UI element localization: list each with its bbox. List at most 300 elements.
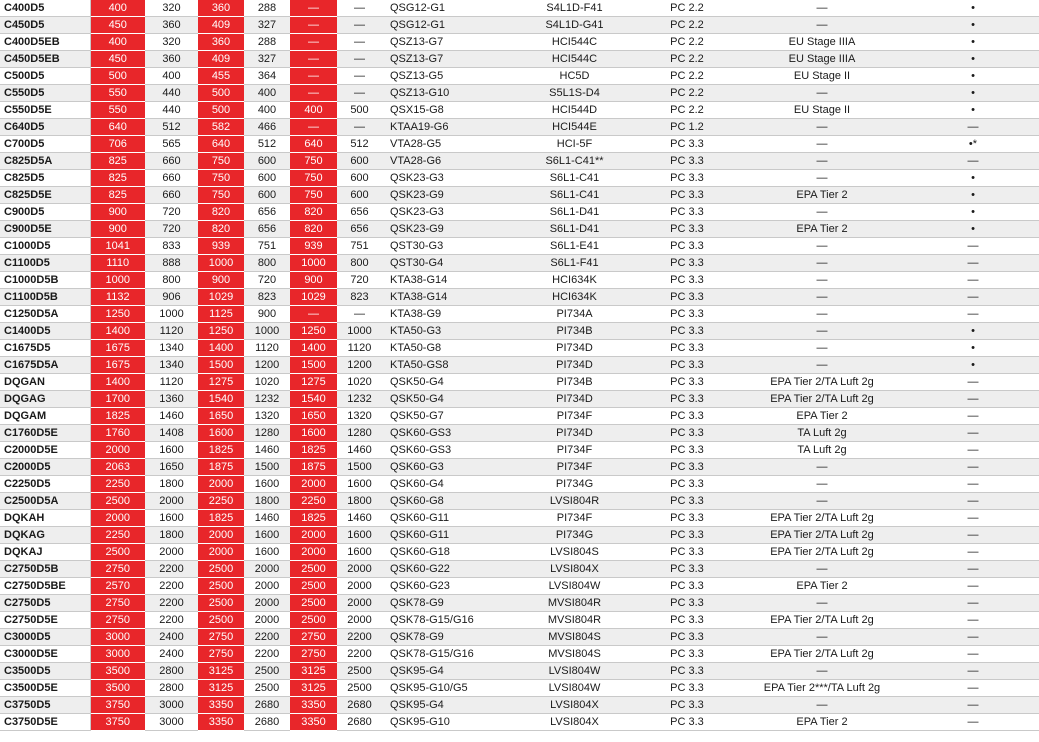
cell-standby-kva: 500 [90, 68, 145, 85]
cell-continuous-kva: 820 [290, 204, 337, 221]
cell-continuous-kwe: — [337, 306, 382, 323]
cell-engine-model: QSK95-G4 [382, 697, 512, 714]
cell-emissions: — [737, 272, 907, 289]
table-row [0, 170, 1039, 187]
cell-engine-model: VTA28-G5 [382, 136, 512, 153]
cell-standby-kwe: 360 [145, 51, 198, 68]
cell-standby-kwe: 1600 [145, 442, 198, 459]
cell-fuel-consumption: PC 3.3 [637, 476, 737, 493]
cell-alternator-model: PI734B [512, 374, 637, 391]
cell-model: C550D5E [0, 102, 90, 119]
cell-model: C450D5EB [0, 51, 90, 68]
cell-alternator-model: S6L1-F41 [512, 255, 637, 272]
cell-optional: — [907, 255, 1039, 272]
cell-standby-kwe: 2200 [145, 595, 198, 612]
cell-standby-kwe: 2400 [145, 629, 198, 646]
cell-continuous-kva: 939 [290, 238, 337, 255]
cell-standby-kva: 2000 [90, 510, 145, 527]
cell-fuel-consumption: PC 3.3 [637, 544, 737, 561]
cell-continuous-kva: 2000 [290, 476, 337, 493]
cell-continuous-kwe: 1000 [337, 323, 382, 340]
cell-prime-kwe: 900 [244, 306, 290, 323]
cell-fuel-consumption: PC 3.3 [637, 391, 737, 408]
cell-continuous-kva: 1600 [290, 425, 337, 442]
cell-engine-model: QSK23-G3 [382, 170, 512, 187]
cell-prime-kwe: 400 [244, 102, 290, 119]
cell-continuous-kva: 2750 [290, 646, 337, 663]
cell-engine-model: QSK60-G3 [382, 459, 512, 476]
table-row [0, 408, 1039, 425]
cell-optional: • [907, 34, 1039, 51]
cell-emissions: — [737, 85, 907, 102]
cell-prime-kva: 360 [198, 34, 244, 51]
cell-continuous-kva: 1825 [290, 442, 337, 459]
cell-continuous-kva: 1400 [290, 340, 337, 357]
cell-prime-kva: 939 [198, 238, 244, 255]
cell-alternator-model: LVSI804W [512, 578, 637, 595]
table-row [0, 306, 1039, 323]
cell-continuous-kva: 900 [290, 272, 337, 289]
table-row [0, 697, 1039, 714]
cell-continuous-kva: 1000 [290, 255, 337, 272]
cell-standby-kva: 2000 [90, 442, 145, 459]
table-row [0, 68, 1039, 85]
cell-fuel-consumption: PC 3.3 [637, 204, 737, 221]
cell-prime-kwe: 466 [244, 119, 290, 136]
cell-standby-kva: 1675 [90, 357, 145, 374]
cell-optional: — [907, 663, 1039, 680]
cell-optional: — [907, 629, 1039, 646]
cell-optional: • [907, 323, 1039, 340]
cell-optional: • [907, 170, 1039, 187]
cell-standby-kva: 900 [90, 204, 145, 221]
cell-prime-kwe: 823 [244, 289, 290, 306]
cell-optional: — [907, 476, 1039, 493]
cell-prime-kwe: 2000 [244, 612, 290, 629]
table-row [0, 510, 1039, 527]
cell-continuous-kva: — [290, 34, 337, 51]
cell-continuous-kwe: 2500 [337, 663, 382, 680]
cell-model: C2750D5 [0, 595, 90, 612]
cell-continuous-kwe: 2680 [337, 697, 382, 714]
table-row [0, 629, 1039, 646]
cell-prime-kwe: 720 [244, 272, 290, 289]
cell-engine-model: QSK60-G4 [382, 476, 512, 493]
cell-standby-kwe: 2200 [145, 578, 198, 595]
cell-prime-kwe: 288 [244, 0, 290, 17]
cell-standby-kwe: 2800 [145, 680, 198, 697]
cell-fuel-consumption: PC 3.3 [637, 340, 737, 357]
cell-standby-kwe: 1460 [145, 408, 198, 425]
cell-continuous-kwe: 1320 [337, 408, 382, 425]
cell-emissions: — [737, 340, 907, 357]
cell-prime-kwe: 2200 [244, 646, 290, 663]
cell-prime-kva: 500 [198, 102, 244, 119]
cell-model: DQGAN [0, 374, 90, 391]
cell-alternator-model: LVSI804W [512, 680, 637, 697]
cell-prime-kva: 1125 [198, 306, 244, 323]
cell-alternator-model: HCI634K [512, 289, 637, 306]
cell-emissions: — [737, 119, 907, 136]
cell-continuous-kva: — [290, 85, 337, 102]
cell-optional: — [907, 493, 1039, 510]
cell-optional: — [907, 510, 1039, 527]
cell-prime-kwe: 364 [244, 68, 290, 85]
cell-emissions: EPA Tier 2 [737, 714, 907, 731]
cell-emissions: EPA Tier 2 [737, 578, 907, 595]
cell-model: C900D5E [0, 221, 90, 238]
cell-prime-kva: 500 [198, 85, 244, 102]
cell-standby-kva: 1000 [90, 272, 145, 289]
cell-model: C3000D5E [0, 646, 90, 663]
cell-emissions: — [737, 204, 907, 221]
cell-standby-kva: 2250 [90, 527, 145, 544]
cell-prime-kva: 409 [198, 17, 244, 34]
cell-engine-model: QSK78-G15/G16 [382, 612, 512, 629]
cell-continuous-kwe: 1460 [337, 510, 382, 527]
cell-alternator-model: HCI-5F [512, 136, 637, 153]
cell-standby-kwe: 660 [145, 153, 198, 170]
cell-alternator-model: HCI544C [512, 34, 637, 51]
cell-fuel-consumption: PC 3.3 [637, 153, 737, 170]
cell-prime-kwe: 1320 [244, 408, 290, 425]
cell-engine-model: QSK78-G9 [382, 629, 512, 646]
cell-prime-kwe: 288 [244, 34, 290, 51]
cell-standby-kwe: 1000 [145, 306, 198, 323]
table-row [0, 323, 1039, 340]
cell-optional: • [907, 357, 1039, 374]
cell-standby-kwe: 833 [145, 238, 198, 255]
cell-engine-model: VTA28-G6 [382, 153, 512, 170]
cell-optional: • [907, 51, 1039, 68]
cell-standby-kva: 1110 [90, 255, 145, 272]
cell-prime-kwe: 1600 [244, 527, 290, 544]
cell-optional: — [907, 391, 1039, 408]
cell-standby-kwe: 1408 [145, 425, 198, 442]
cell-fuel-consumption: PC 3.3 [637, 238, 737, 255]
cell-alternator-model: MVSI804R [512, 595, 637, 612]
cell-prime-kwe: 1200 [244, 357, 290, 374]
table-row [0, 0, 1039, 17]
cell-continuous-kva: 750 [290, 187, 337, 204]
cell-optional: — [907, 272, 1039, 289]
cell-prime-kwe: 2000 [244, 561, 290, 578]
cell-fuel-consumption: PC 3.3 [637, 510, 737, 527]
cell-standby-kwe: 2800 [145, 663, 198, 680]
cell-engine-model: QSK60-G23 [382, 578, 512, 595]
cell-optional: — [907, 408, 1039, 425]
cell-optional: • [907, 187, 1039, 204]
cell-standby-kwe: 512 [145, 119, 198, 136]
cell-engine-model: QSZ13-G7 [382, 51, 512, 68]
cell-standby-kva: 2750 [90, 595, 145, 612]
table-row [0, 340, 1039, 357]
cell-standby-kva: 706 [90, 136, 145, 153]
cell-standby-kwe: 1360 [145, 391, 198, 408]
cell-continuous-kva: 820 [290, 221, 337, 238]
cell-fuel-consumption: PC 2.2 [637, 102, 737, 119]
cell-continuous-kva: 2000 [290, 527, 337, 544]
cell-optional: — [907, 646, 1039, 663]
cell-model: C1000D5 [0, 238, 90, 255]
cell-model: C2500D5A [0, 493, 90, 510]
cell-engine-model: QSK95-G10 [382, 714, 512, 731]
table-row [0, 578, 1039, 595]
cell-continuous-kwe: 2680 [337, 714, 382, 731]
cell-model: C825D5E [0, 187, 90, 204]
cell-standby-kwe: 720 [145, 204, 198, 221]
cell-standby-kwe: 2200 [145, 612, 198, 629]
cell-continuous-kwe: 600 [337, 170, 382, 187]
cell-engine-model: KTA38-G14 [382, 272, 512, 289]
cell-optional: — [907, 289, 1039, 306]
cell-alternator-model: LVSI804R [512, 493, 637, 510]
cell-fuel-consumption: PC 3.3 [637, 374, 737, 391]
table-row [0, 595, 1039, 612]
cell-alternator-model: HCI544C [512, 51, 637, 68]
cell-continuous-kwe: 720 [337, 272, 382, 289]
table-row [0, 289, 1039, 306]
cell-alternator-model: S4L1D-F41 [512, 0, 637, 17]
cell-fuel-consumption: PC 3.3 [637, 646, 737, 663]
cell-optional: — [907, 578, 1039, 595]
cell-prime-kwe: 1460 [244, 442, 290, 459]
cell-standby-kva: 2500 [90, 544, 145, 561]
cell-prime-kva: 820 [198, 221, 244, 238]
cell-fuel-consumption: PC 3.3 [637, 306, 737, 323]
cell-emissions: — [737, 153, 907, 170]
cell-prime-kva: 820 [198, 204, 244, 221]
cell-continuous-kva: — [290, 17, 337, 34]
table-row [0, 527, 1039, 544]
table-row [0, 680, 1039, 697]
cell-model: C3000D5 [0, 629, 90, 646]
cell-prime-kva: 1275 [198, 374, 244, 391]
cell-continuous-kwe: 800 [337, 255, 382, 272]
table-row [0, 646, 1039, 663]
cell-engine-model: QSK50-G4 [382, 391, 512, 408]
cell-prime-kwe: 2000 [244, 595, 290, 612]
cell-prime-kwe: 1600 [244, 476, 290, 493]
cell-prime-kva: 2750 [198, 629, 244, 646]
cell-continuous-kwe: 2000 [337, 595, 382, 612]
cell-prime-kwe: 1232 [244, 391, 290, 408]
cell-engine-model: KTA38-G9 [382, 306, 512, 323]
cell-alternator-model: S6L1-D41 [512, 204, 637, 221]
cell-alternator-model: HCI544D [512, 102, 637, 119]
cell-fuel-consumption: PC 3.3 [637, 629, 737, 646]
cell-prime-kwe: 1800 [244, 493, 290, 510]
cell-continuous-kwe: 1280 [337, 425, 382, 442]
cell-standby-kva: 3500 [90, 663, 145, 680]
cell-emissions: — [737, 663, 907, 680]
cell-prime-kwe: 327 [244, 51, 290, 68]
cell-fuel-consumption: PC 3.3 [637, 663, 737, 680]
cell-continuous-kva: 3125 [290, 680, 337, 697]
cell-continuous-kwe: 1600 [337, 527, 382, 544]
cell-fuel-consumption: PC 2.2 [637, 51, 737, 68]
cell-prime-kva: 455 [198, 68, 244, 85]
cell-continuous-kwe: 1800 [337, 493, 382, 510]
cell-emissions: — [737, 697, 907, 714]
cell-continuous-kva: 1650 [290, 408, 337, 425]
cell-fuel-consumption: PC 3.3 [637, 425, 737, 442]
cell-continuous-kva: 1275 [290, 374, 337, 391]
cell-fuel-consumption: PC 3.3 [637, 187, 737, 204]
cell-continuous-kva: 3350 [290, 697, 337, 714]
cell-alternator-model: MVSI804S [512, 629, 637, 646]
cell-standby-kwe: 660 [145, 170, 198, 187]
cell-engine-model: QSG12-G1 [382, 0, 512, 17]
cell-continuous-kwe: 2200 [337, 629, 382, 646]
cell-model: C700D5 [0, 136, 90, 153]
cell-standby-kwe: 1340 [145, 357, 198, 374]
cell-prime-kva: 750 [198, 170, 244, 187]
cell-standby-kva: 400 [90, 0, 145, 17]
table-row [0, 34, 1039, 51]
cell-emissions: EPA Tier 2/TA Luft 2g [737, 544, 907, 561]
cell-engine-model: QSK60-G18 [382, 544, 512, 561]
cell-emissions: EPA Tier 2/TA Luft 2g [737, 374, 907, 391]
cell-optional: — [907, 544, 1039, 561]
cell-prime-kva: 3125 [198, 663, 244, 680]
cell-continuous-kwe: 1200 [337, 357, 382, 374]
cell-optional: • [907, 102, 1039, 119]
cell-standby-kva: 2250 [90, 476, 145, 493]
cell-emissions: TA Luft 2g [737, 442, 907, 459]
table-row [0, 221, 1039, 238]
cell-standby-kva: 1700 [90, 391, 145, 408]
cell-model: C2750D5BE [0, 578, 90, 595]
cell-optional: • [907, 0, 1039, 17]
cell-fuel-consumption: PC 3.3 [637, 408, 737, 425]
table-row [0, 374, 1039, 391]
cell-engine-model: QSX15-G8 [382, 102, 512, 119]
cell-emissions: — [737, 493, 907, 510]
cell-alternator-model: PI734D [512, 340, 637, 357]
cell-standby-kwe: 2000 [145, 544, 198, 561]
cell-prime-kwe: 2680 [244, 714, 290, 731]
cell-emissions: EPA Tier 2/TA Luft 2g [737, 510, 907, 527]
cell-prime-kwe: 1000 [244, 323, 290, 340]
cell-prime-kwe: 2680 [244, 697, 290, 714]
cell-continuous-kva: 2500 [290, 612, 337, 629]
cell-alternator-model: PI734B [512, 323, 637, 340]
cell-prime-kva: 2500 [198, 578, 244, 595]
cell-engine-model: QSK95-G10/G5 [382, 680, 512, 697]
cell-continuous-kwe: — [337, 51, 382, 68]
cell-continuous-kva: 1500 [290, 357, 337, 374]
cell-engine-model: QSK60-GS3 [382, 442, 512, 459]
cell-prime-kva: 2500 [198, 595, 244, 612]
cell-model: C825D5A [0, 153, 90, 170]
cell-continuous-kva: — [290, 306, 337, 323]
cell-standby-kwe: 2000 [145, 493, 198, 510]
cell-prime-kwe: 656 [244, 204, 290, 221]
cell-continuous-kwe: 1600 [337, 476, 382, 493]
cell-fuel-consumption: PC 3.3 [637, 680, 737, 697]
cell-continuous-kwe: 600 [337, 187, 382, 204]
cell-alternator-model: MVSI804S [512, 646, 637, 663]
cell-alternator-model: PI734F [512, 510, 637, 527]
cell-continuous-kva: 1875 [290, 459, 337, 476]
cell-prime-kwe: 327 [244, 17, 290, 34]
cell-engine-model: QSZ13-G10 [382, 85, 512, 102]
cell-model: C1100D5B [0, 289, 90, 306]
table-row [0, 272, 1039, 289]
table-row [0, 102, 1039, 119]
cell-optional: •* [907, 136, 1039, 153]
cell-prime-kva: 1650 [198, 408, 244, 425]
cell-standby-kva: 2063 [90, 459, 145, 476]
cell-prime-kwe: 2200 [244, 629, 290, 646]
cell-engine-model: QSK23-G9 [382, 221, 512, 238]
cell-fuel-consumption: PC 3.3 [637, 272, 737, 289]
cell-emissions: — [737, 0, 907, 17]
cell-continuous-kwe: 1600 [337, 544, 382, 561]
cell-model: C2000D5E [0, 442, 90, 459]
cell-model: C1675D5A [0, 357, 90, 374]
cell-prime-kva: 409 [198, 51, 244, 68]
cell-fuel-consumption: PC 3.3 [637, 357, 737, 374]
cell-optional: — [907, 153, 1039, 170]
cell-model: C2750D5B [0, 561, 90, 578]
cell-emissions: EPA Tier 2 [737, 187, 907, 204]
cell-alternator-model: LVSI804X [512, 697, 637, 714]
cell-emissions: — [737, 17, 907, 34]
cell-continuous-kwe: 656 [337, 221, 382, 238]
cell-continuous-kwe: 2000 [337, 612, 382, 629]
cell-model: C3750D5 [0, 697, 90, 714]
cell-model: C1000D5B [0, 272, 90, 289]
cell-continuous-kwe: 656 [337, 204, 382, 221]
cell-fuel-consumption: PC 2.2 [637, 0, 737, 17]
table-row [0, 255, 1039, 272]
cell-prime-kwe: 2500 [244, 663, 290, 680]
cell-prime-kva: 640 [198, 136, 244, 153]
table-row [0, 187, 1039, 204]
cell-prime-kva: 1000 [198, 255, 244, 272]
cell-continuous-kva: 2250 [290, 493, 337, 510]
cell-engine-model: KTA50-GS8 [382, 357, 512, 374]
cell-emissions: — [737, 323, 907, 340]
table-row [0, 663, 1039, 680]
cell-prime-kva: 2500 [198, 561, 244, 578]
cell-fuel-consumption: PC 3.3 [637, 595, 737, 612]
cell-optional: • [907, 204, 1039, 221]
cell-fuel-consumption: PC 3.3 [637, 459, 737, 476]
cell-continuous-kva: 2500 [290, 561, 337, 578]
cell-alternator-model: PI734D [512, 357, 637, 374]
cell-standby-kwe: 400 [145, 68, 198, 85]
cell-standby-kwe: 1650 [145, 459, 198, 476]
cell-alternator-model: HCI634K [512, 272, 637, 289]
cell-standby-kva: 1825 [90, 408, 145, 425]
cell-prime-kwe: 512 [244, 136, 290, 153]
cell-continuous-kva: 2000 [290, 544, 337, 561]
cell-alternator-model: PI734D [512, 391, 637, 408]
table-row [0, 561, 1039, 578]
cell-fuel-consumption: PC 2.2 [637, 68, 737, 85]
table-row [0, 459, 1039, 476]
cell-alternator-model: PI734A [512, 306, 637, 323]
cell-prime-kwe: 751 [244, 238, 290, 255]
cell-engine-model: QSK60-G22 [382, 561, 512, 578]
cell-model: C1760D5E [0, 425, 90, 442]
cell-model: DQKAJ [0, 544, 90, 561]
cell-continuous-kwe: 1500 [337, 459, 382, 476]
cell-model: C825D5 [0, 170, 90, 187]
